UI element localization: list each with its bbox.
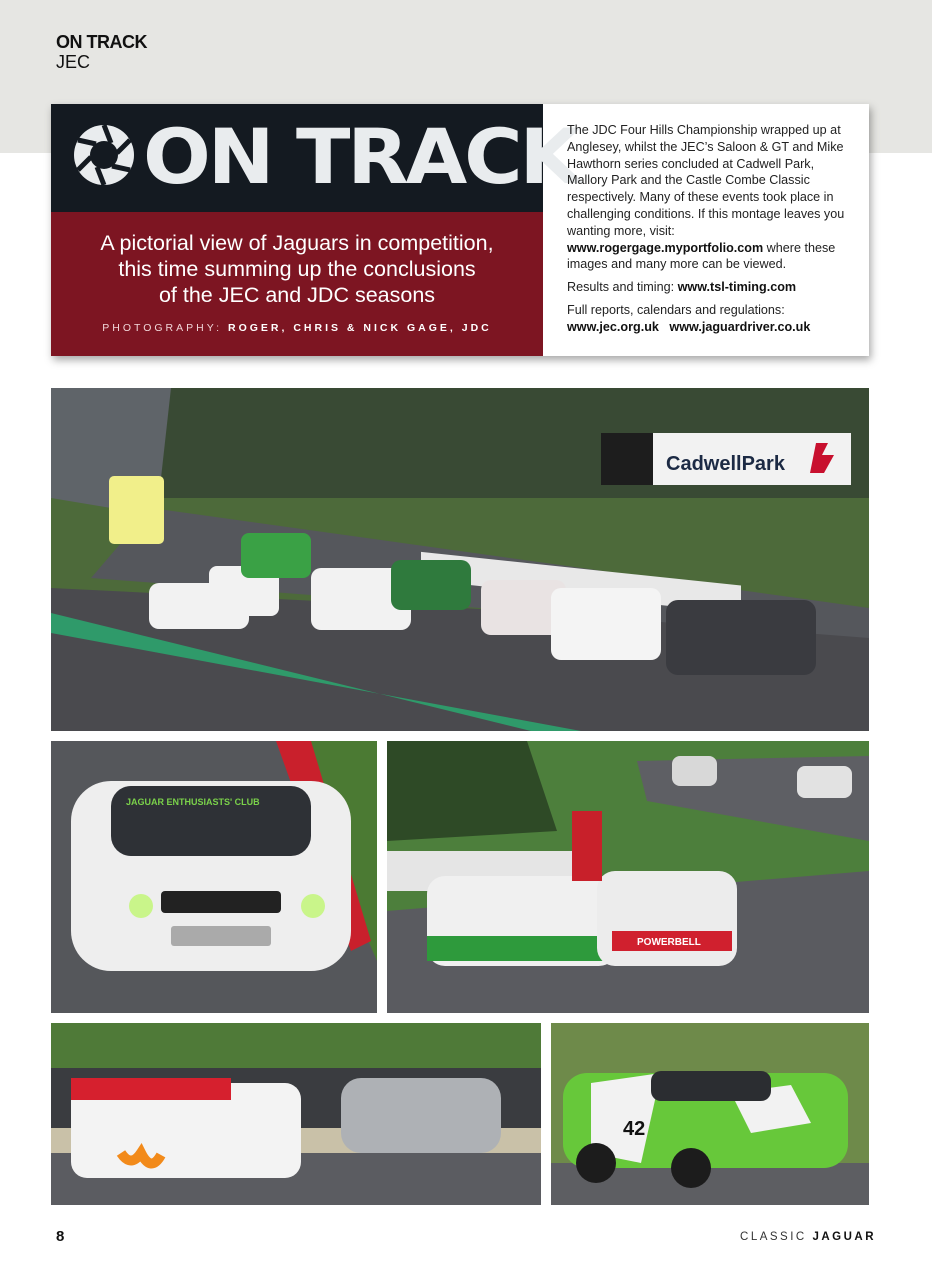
photo-flag-point xyxy=(387,741,869,1013)
jec-link[interactable]: www.jec.org.uk xyxy=(567,319,659,334)
photo-xj-saloon-art xyxy=(51,741,377,1013)
photo-green-xjs-art xyxy=(551,1023,869,1205)
portfolio-link[interactable]: www.rogergage.myportfolio.com xyxy=(567,240,764,255)
magazine-name-bold: JAGUAR xyxy=(812,1231,876,1243)
magazine-name-light: CLASSIC xyxy=(740,1231,807,1243)
title-block xyxy=(51,104,579,212)
subtitle xyxy=(71,230,523,308)
photo-xj-saloon xyxy=(51,741,377,1013)
photo-cadwell-pack-art xyxy=(51,388,869,731)
photo-xjs-flames-art xyxy=(51,1023,541,1205)
page-number: 8 xyxy=(56,1228,65,1245)
photo-green-xjs xyxy=(551,1023,869,1205)
subtitle-line: this time summing up the conclusions xyxy=(118,257,476,281)
credit-names: ROGER, CHRIS & NICK GAGE, JDC xyxy=(227,322,492,334)
results-label: Results and timing: xyxy=(567,280,675,295)
intro-text xyxy=(567,122,855,342)
sponsor-text: POWERBELL xyxy=(637,937,701,948)
results-paragraph xyxy=(567,279,855,296)
photo-credit xyxy=(51,322,543,334)
intro-body-end: where these images and many more can be viewed. xyxy=(567,240,836,272)
section-kicker xyxy=(56,32,147,72)
header-card xyxy=(51,104,869,356)
photo-xjs-flames xyxy=(51,1023,541,1205)
jaguardriver-link[interactable]: www.jaguardriver.co.uk xyxy=(669,319,811,334)
section-label: ON TRACK xyxy=(56,32,147,52)
subtitle-block xyxy=(51,212,543,356)
aperture-logo-icon xyxy=(71,122,137,188)
intro-body: The JDC Four Hills Championship wrapped up at Anglesey, whilst the JEC’s Saloon & GT and Mike Hawthorn series concluded at Cadwell Park, Mallory Park and the Castle Combe Classic respectively. Many of these events took place in challenging conditions. If this montage leaves you wanting more, visit: xyxy=(567,123,845,238)
photo-flag-point-art xyxy=(387,741,869,1013)
subtitle-line: of the JEC and JDC seasons xyxy=(158,283,436,307)
intro-paragraph xyxy=(567,122,855,273)
credit-label: PHOTOGRAPHY: xyxy=(102,322,223,334)
reports-paragraph xyxy=(567,302,855,336)
subtitle-line: A pictorial view of Jaguars in competition, xyxy=(100,231,494,255)
magazine-name xyxy=(740,1231,876,1243)
club-banner-text: JAGUAR ENTHUSIASTS' CLUB xyxy=(126,797,260,807)
reports-label: Full reports, calendars and regulations: xyxy=(567,302,785,317)
photo-cadwell-pack xyxy=(51,388,869,731)
cadwell-banner-text: CadwellPark xyxy=(666,453,785,475)
section-sub: JEC xyxy=(56,52,91,72)
page-title: ON TRACK xyxy=(143,112,579,201)
results-link[interactable]: www.tsl-timing.com xyxy=(677,280,797,295)
car-number-text: 42 xyxy=(623,1118,646,1140)
